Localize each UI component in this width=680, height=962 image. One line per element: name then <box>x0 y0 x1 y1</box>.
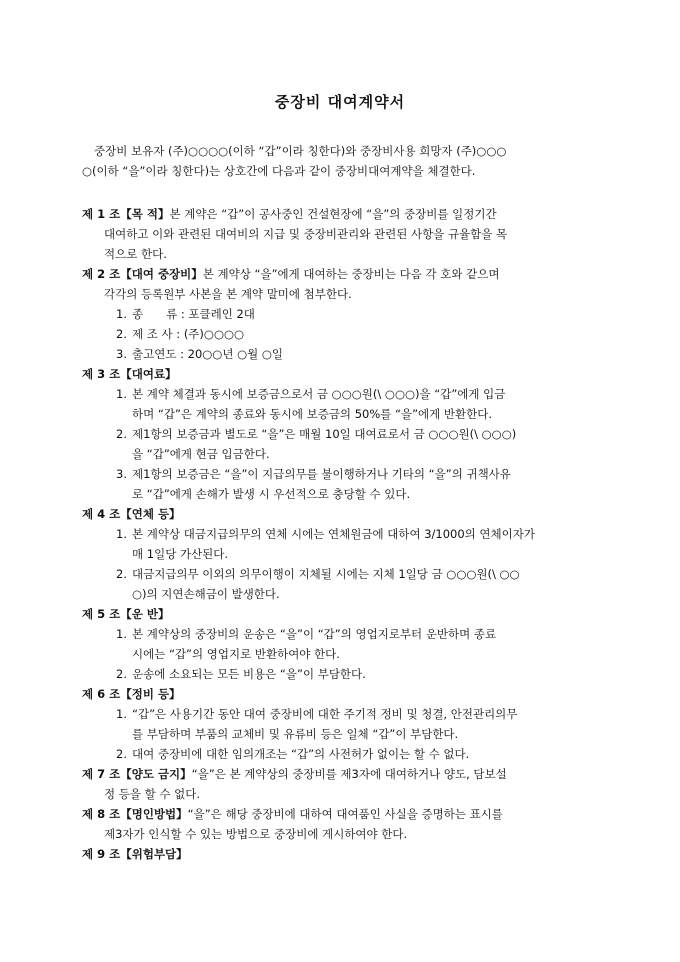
article-text-line: 정 등을 할 수 없다. <box>104 787 201 801</box>
article-item <box>82 664 604 684</box>
article-heading: 제 2 조【대여 중장비】 <box>82 267 203 281</box>
article-first-line <box>82 844 604 864</box>
article-item <box>82 464 604 504</box>
article-heading: 제 1 조【목 적】 <box>82 207 170 221</box>
article-text-line: 대여하고 이와 관련된 대여비의 지급 및 중장비관리와 관련된 사항을 규율함을 목 <box>104 227 508 241</box>
article-5 <box>82 604 604 684</box>
article-first-line <box>82 684 604 704</box>
article-item <box>82 524 604 564</box>
article-1 <box>82 204 604 264</box>
article-items <box>82 304 604 364</box>
item-text-line: 매 1일당 가산된다. <box>132 547 229 561</box>
article-items <box>82 704 604 764</box>
article-heading: 제 5 조【운 반】 <box>82 607 170 621</box>
article-item <box>82 564 604 604</box>
article-heading: 제 3 조【대여료】 <box>82 367 177 381</box>
item-text-line: 를 부담하며 부품의 교체비 및 유류비 등은 일체 “갑”이 부담한다. <box>132 727 459 741</box>
item-text-line: 대금지급의무 이외의 의무이행이 지체될 시에는 지체 1일당 금 ○○○원(\ ○○ <box>132 567 520 581</box>
item-text-line: 제1항의 보증금과 별도로 “을”은 매월 10일 대여료로서 금 ○○○원(\ ○○○) <box>132 427 517 441</box>
article-items <box>82 384 604 504</box>
article-text: “을”은 본 계약상의 중장비를 제3자에 대여하거나 양도, 담보설 <box>191 767 507 781</box>
article-item <box>82 624 604 664</box>
article-first-line <box>82 504 604 524</box>
article-text: “을”은 해당 중장비에 대하여 대여품인 사실을 증명하는 표시를 <box>187 807 503 821</box>
item-text-line: 출고연도 : 20○○년 ○월 ○일 <box>132 347 284 361</box>
document-title: 중장비 대여계약서 <box>274 93 406 111</box>
article-first-line <box>82 364 604 384</box>
articles-section <box>82 204 604 864</box>
item-text-line: 본 계약상의 중장비의 운송은 “을”이 “갑”의 영업지로부터 운반하며 종료 <box>132 627 497 641</box>
item-number: 1. <box>116 387 127 401</box>
item-number: 2. <box>116 327 127 341</box>
item-text-line: 하며 “갑”은 계약의 종료와 동시에 보증금의 50%를 “을”에게 반환한다. <box>132 407 493 421</box>
article-first-line <box>82 204 604 224</box>
article-text: 본 계약상 “을”에게 대여하는 중장비는 다음 각 호와 같으며 <box>202 267 500 281</box>
item-text-line: “갑”은 사용기간 동안 대여 중장비에 대한 주기적 정비 및 청결, 안전관리의무 <box>132 707 518 721</box>
item-number: 1. <box>116 707 127 721</box>
item-number: 1. <box>116 307 127 321</box>
article-item <box>82 384 604 424</box>
article-first-line <box>82 804 604 824</box>
article-items <box>82 524 604 604</box>
article-7 <box>82 764 604 804</box>
item-text-line: 을 “갑”에게 현금 입금한다. <box>132 447 270 461</box>
article-2 <box>82 264 604 364</box>
item-text-line: 로 “갑”에게 손해가 발생 시 우선적으로 충당할 수 있다. <box>132 487 411 501</box>
item-text-line: 시에는 “갑”의 영업지로 반환하여야 한다. <box>132 647 340 661</box>
article-heading: 제 8 조【명인방법】 <box>82 807 188 821</box>
article-items <box>82 624 604 684</box>
item-text-line: 대여 중장비에 대한 임의개조는 “갑”의 사전허가 없이는 할 수 없다. <box>132 747 470 761</box>
article-item <box>82 344 604 364</box>
article-8 <box>82 804 604 844</box>
item-number: 1. <box>116 627 127 641</box>
article-item <box>82 304 604 324</box>
article-item <box>82 424 604 464</box>
article-heading: 제 7 조【양도 금지】 <box>82 767 192 781</box>
intro-line: ○(이하 “을”이라 칭한다)는 상호간에 다음과 같이 중장비대여계약을 체결한다. <box>82 164 476 178</box>
article-item <box>82 704 604 744</box>
item-text-line: 종 류 : 포클레인 2대 <box>132 307 255 321</box>
article-text-line: 각각의 등록원부 사본을 본 계약 말미에 첨부한다. <box>104 287 352 301</box>
item-number: 2. <box>116 747 127 761</box>
item-number: 3. <box>116 467 127 481</box>
item-number: 2. <box>116 667 127 681</box>
item-number: 2. <box>116 567 127 581</box>
intro-paragraph <box>82 141 602 181</box>
article-heading: 제 4 조【연체 등】 <box>82 507 181 521</box>
article-4 <box>82 504 604 604</box>
article-6 <box>82 684 604 764</box>
item-number: 3. <box>116 347 127 361</box>
item-number: 1. <box>116 527 127 541</box>
article-first-line <box>82 604 604 624</box>
intro-line: 중장비 보유자 (주)○○○○(이하 “갑”이라 칭한다)와 중장비사용 희망자 (주)○○○ <box>94 144 507 158</box>
article-heading: 제 9 조【위험부담】 <box>82 847 188 861</box>
item-number: 2. <box>116 427 127 441</box>
article-text-line: 제3자가 인식할 수 있는 방법으로 중장비에 게시하여야 한다. <box>104 827 408 841</box>
article-heading: 제 6 조【정비 등】 <box>82 687 181 701</box>
article-text: 본 계약은 “갑”이 공사중인 건설현장에 “을”의 중장비를 일정기간 <box>169 207 497 221</box>
item-text-line: 제 조 사 : (주)○○○○ <box>132 327 245 341</box>
item-text-line: 제1항의 보증금은 “을”이 지급의무를 불이행하거나 기타의 “을”의 귀책사유 <box>132 467 511 481</box>
article-first-line <box>82 764 604 784</box>
item-text-line: ○)의 지연손해금이 발생한다. <box>132 587 280 601</box>
article-first-line <box>82 264 604 284</box>
item-text-line: 본 계약 체결과 동시에 보증금으로서 금 ○○○원(\ ○○○)을 “갑”에게 입금 <box>132 387 506 401</box>
item-text-line: 본 계약상 대금지급의무의 연체 시에는 연체원금에 대하여 3/1000의 연체이자가 <box>132 527 535 541</box>
article-3 <box>82 364 604 504</box>
item-text-line: 운송에 소요되는 모든 비용은 “을”이 부담한다. <box>132 667 366 681</box>
article-item <box>82 324 604 344</box>
article-text-line: 적으로 한다. <box>104 247 167 261</box>
article-9 <box>82 844 604 864</box>
article-item <box>82 744 604 764</box>
